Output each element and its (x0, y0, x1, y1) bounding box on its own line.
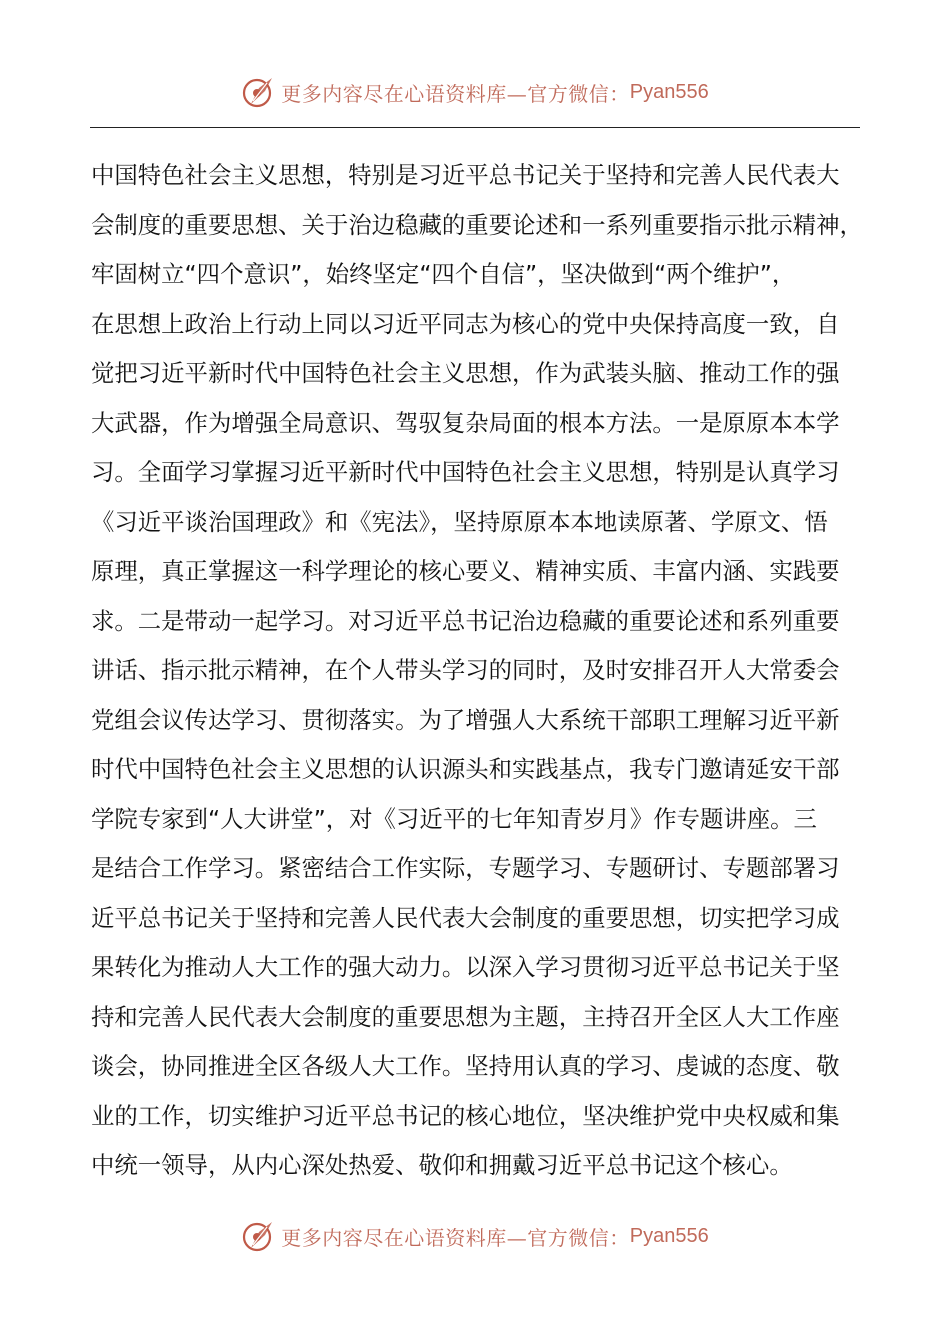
text-line: 牢固树立“四个意识”，始终坚定“四个自信”，坚决做到“两个维护”， (91, 260, 796, 288)
text-line: 时代中国特色社会主义思想的认识源头和实践基点，我专门邀请延安干部 (91, 755, 840, 783)
header-text: 更多内容尽在心语资料库—官方微信： (281, 81, 630, 106)
text-line: 学院专家到“人大讲堂”，对《习近平的七年知青岁月》作专题讲座。三 (91, 804, 817, 833)
text-line: 谈会，协同推进全区各级人大工作。坚持用认真的学习、虔诚的态度、敬 (91, 1052, 840, 1080)
text-line: 求。二是带动一起学习。对习近平总书记治边稳藏的重要论述和系列重要 (91, 606, 840, 635)
footer-wechat-id: Pyan556 (629, 1224, 709, 1247)
header-banner (0, 72, 950, 112)
text-line: 党组会议传达学习、贯彻落实。为了增强人大系统干部职工理解习近平新 (91, 705, 840, 734)
header-wechat-id: Pyan556 (629, 80, 709, 103)
text-line: 近平总书记关于坚持和完善人民代表大会制度的重要思想，切实把学习成 (91, 903, 840, 932)
text-line: 果转化为推动人大工作的强大动力。以深入学习贯彻习近平总书记关于坚 (91, 953, 840, 981)
text-line: 习。全面学习掌握习近平新时代中国特色社会主义思想，特别是认真学习 (91, 458, 840, 486)
footer-text: 更多内容尽在心语资料库—官方微信： (281, 1225, 630, 1250)
text-line: 原理，真正掌握这一科学理论的核心要义、精神实质、丰富内涵、实践要 (91, 557, 840, 585)
text-line: 会制度的重要思想、关于治边稳藏的重要论述和一系列重要指示批示精神， (91, 210, 863, 239)
text-line: 持和完善人民代表大会制度的重要思想为主题，主持召开全区人大工作座 (91, 1002, 840, 1031)
quill-logo-icon (241, 1218, 277, 1254)
text-line: 中统一领导，从内心深处热爱、敬仰和拥戴习近平总书记这个核心。 (91, 1151, 793, 1179)
text-line: 大武器，作为增强全局意识、驾驭复杂局面的根本方法。一是原原本本学 (91, 408, 840, 437)
footer-banner (0, 1216, 950, 1256)
text-line: 业的工作，切实维护习近平总书记的核心地位，坚决维护党中央权威和集 (91, 1101, 840, 1130)
text-line: 觉把习近平新时代中国特色社会主义思想，作为武装头脑、推动工作的强 (91, 359, 840, 387)
quill-logo-icon (241, 74, 277, 110)
text-line: 是结合工作学习。紧密结合工作实际，专题学习、专题研讨、专题部署习 (91, 854, 840, 882)
text-line: 《习近平谈治国理政》和《宪法》，坚持原原本本地读原著、学原文、悟 (91, 507, 828, 536)
body-paragraph (91, 151, 861, 1191)
text-line: 中国特色社会主义思想，特别是习近平总书记关于坚持和完善人民代表大 (91, 161, 840, 189)
header-divider (90, 127, 860, 128)
text-line: 在思想上政治上行动上同以习近平同志为核心的党中央保持高度一致，自 (91, 309, 840, 338)
text-line: 讲话、指示批示精神，在个人带头学习的同时，及时安排召开人大常委会 (91, 656, 840, 684)
